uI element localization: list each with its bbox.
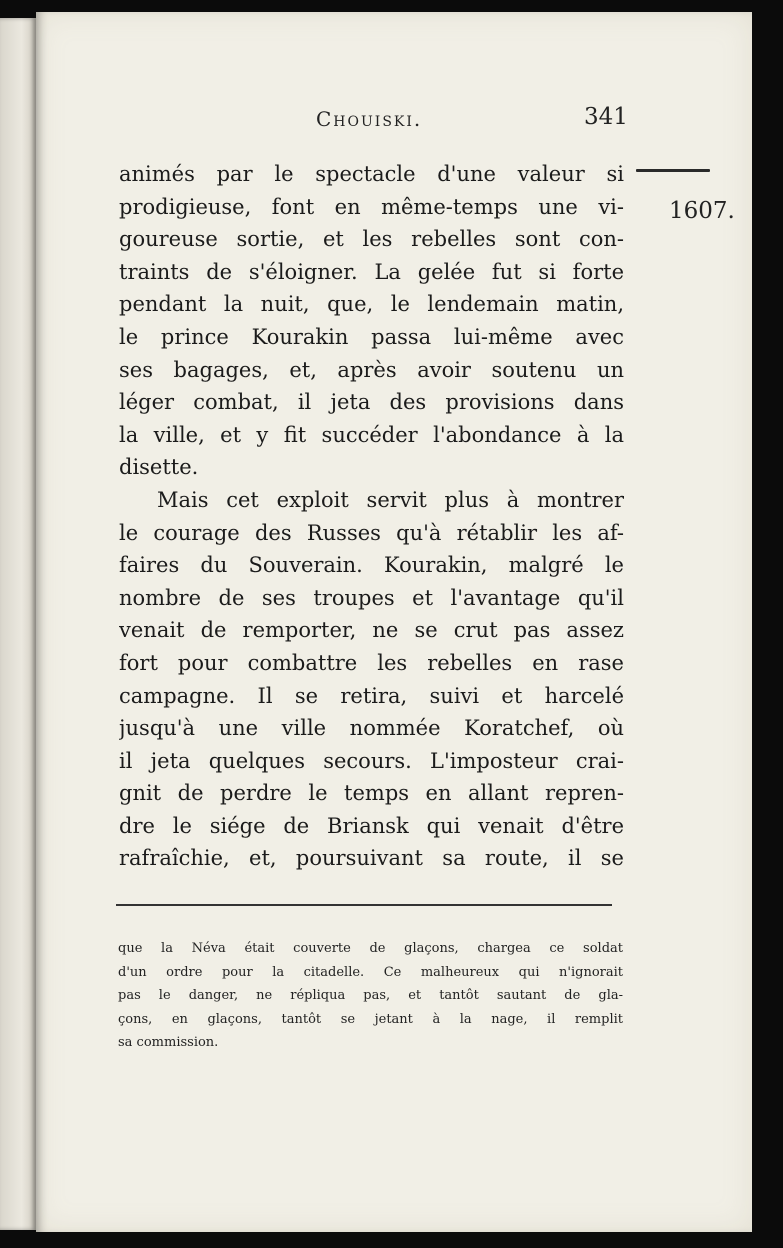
footnote-line: sa commission. xyxy=(118,1035,219,1050)
body-line: léger combat, il jeta des provisions dans xyxy=(119,390,624,415)
body-line: le courage des Russes qu'à rétablir les af- xyxy=(119,520,624,545)
body-line: venait de remporter, ne se crut pas assez xyxy=(119,618,624,643)
book-page xyxy=(36,12,752,1232)
body-line: prodigieuse, font en même-temps une vi- xyxy=(119,194,624,219)
body-line: jusqu'à une ville nommée Koratchef, où xyxy=(119,716,624,741)
footnote-line: d'un ordre pour la citadelle. Ce malheureux qui n'ignorait xyxy=(118,964,623,980)
body-line: faires du Souverain. Kourakin, malgré le xyxy=(119,553,624,578)
body-line: ses bagages, et, après avoir soutenu un xyxy=(119,357,624,382)
body-line: goureuse sortie, et les rebelles sont con- xyxy=(119,227,624,252)
footnote-line: que la Néva était couverte de glaçons, chargea ce soldat xyxy=(118,941,623,956)
body-line: fort pour combattre les rebelles en rase xyxy=(119,650,624,675)
footnote xyxy=(118,937,623,1055)
page-number: 341 xyxy=(584,104,628,130)
body-line: dre le siége de Briansk qui venait d'être xyxy=(119,813,624,838)
running-title: Chouiski. xyxy=(316,107,423,131)
body-line-paragraph-start: Mais cet exploit servit plus à montrer xyxy=(157,487,624,512)
body-line: pendant la nuit, que, le lendemain matin, xyxy=(119,292,624,317)
footnote-rule xyxy=(116,904,612,906)
body-line: traints de s'éloigner. La gelée fut si forte xyxy=(119,259,624,284)
body-line: rafraîchie, et, poursuivant sa route, il se xyxy=(119,846,624,871)
body-text xyxy=(119,158,624,875)
footnote-line: çons, en glaçons, tantôt se jetant à la nage, il remplit xyxy=(118,1011,623,1027)
margin-year-note: 1607. xyxy=(669,198,735,224)
margin-rule xyxy=(636,169,710,172)
body-line: campagne. Il se retira, suivi et harcelé xyxy=(119,683,624,708)
body-line: gnit de perdre le temps en allant repren- xyxy=(119,781,624,806)
body-line: le prince Kourakin passa lui-même avec xyxy=(119,324,624,349)
body-line: disette. xyxy=(119,455,199,480)
body-line: animés par le spectacle d'une valeur si xyxy=(119,162,624,186)
footnote-line: pas le danger, ne répliqua pas, et tantôt sautant de gla- xyxy=(118,988,623,1003)
previous-page-edge xyxy=(0,18,36,1230)
body-line: il jeta quelques secours. L'imposteur crai- xyxy=(119,748,624,773)
body-line: la ville, et y fit succéder l'abondance à la xyxy=(119,422,624,447)
body-line: nombre de ses troupes et l'avantage qu'il xyxy=(119,585,624,610)
